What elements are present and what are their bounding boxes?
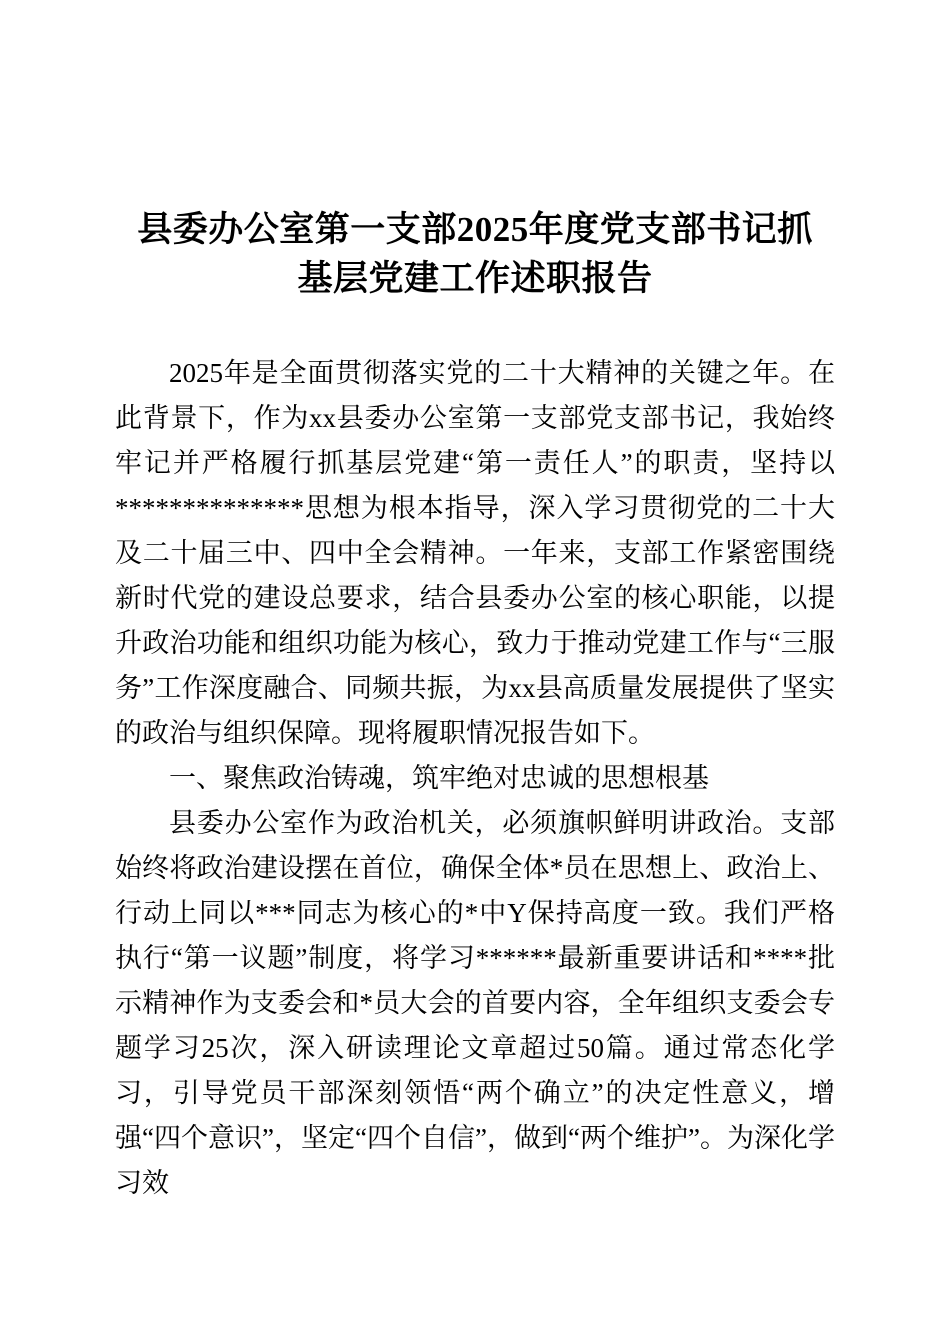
document-title-line-2: 基层党建工作述职报告 [297, 259, 653, 298]
document-body [115, 351, 835, 1206]
document-title [115, 205, 835, 303]
intro-paragraph: 2025年是全面贯彻落实党的二十大精神的关键之年。在此背景下，作为xx县委办公室第一支部党支部书记，我始终牢记并严格履行抓基层党建“第一责任人”的职责，坚持以**************思想为根本指导，深入学习贯彻党的二十大及二十届三中、四中全会精神。一年来，支部工作紧密围绕新时代党的建设总要求，结合县委办公室的核心职能，以提升政治功能和组织功能为核心，致力于推动党建工作与“三服务”工作深度融合、同频共振，为xx县高质量发展提供了坚实的政治与组织保障。现将履职情况报告如下。 [115, 358, 835, 748]
section-heading-1: 一、聚焦政治铸魂，筑牢绝对忠诚的思想根基 [169, 763, 709, 793]
section-1-paragraph: 县委办公室作为政治机关，必须旗帜鲜明讲政治。支部始终将政治建设摆在首位，确保全体*员在思想上、政治上、行动上同以***同志为核心的*中Y保持高度一致。我们严格执行“第一议题”制度，将学习******最新重要讲话和****批示精神作为支委会和*员大会的首要内容，全年组织支委会专题学习25次，深入研读理论文章超过50篇。通过常态化学习，引导党员干部深刻领悟“两个确立”的决定性意义，增强“四个意识”，坚定“四个自信”，做到“两个维护”。为深化学习效 [115, 808, 835, 1198]
document-title-line-1: 县委办公室第一支部2025年度党支部书记抓 [137, 210, 813, 249]
